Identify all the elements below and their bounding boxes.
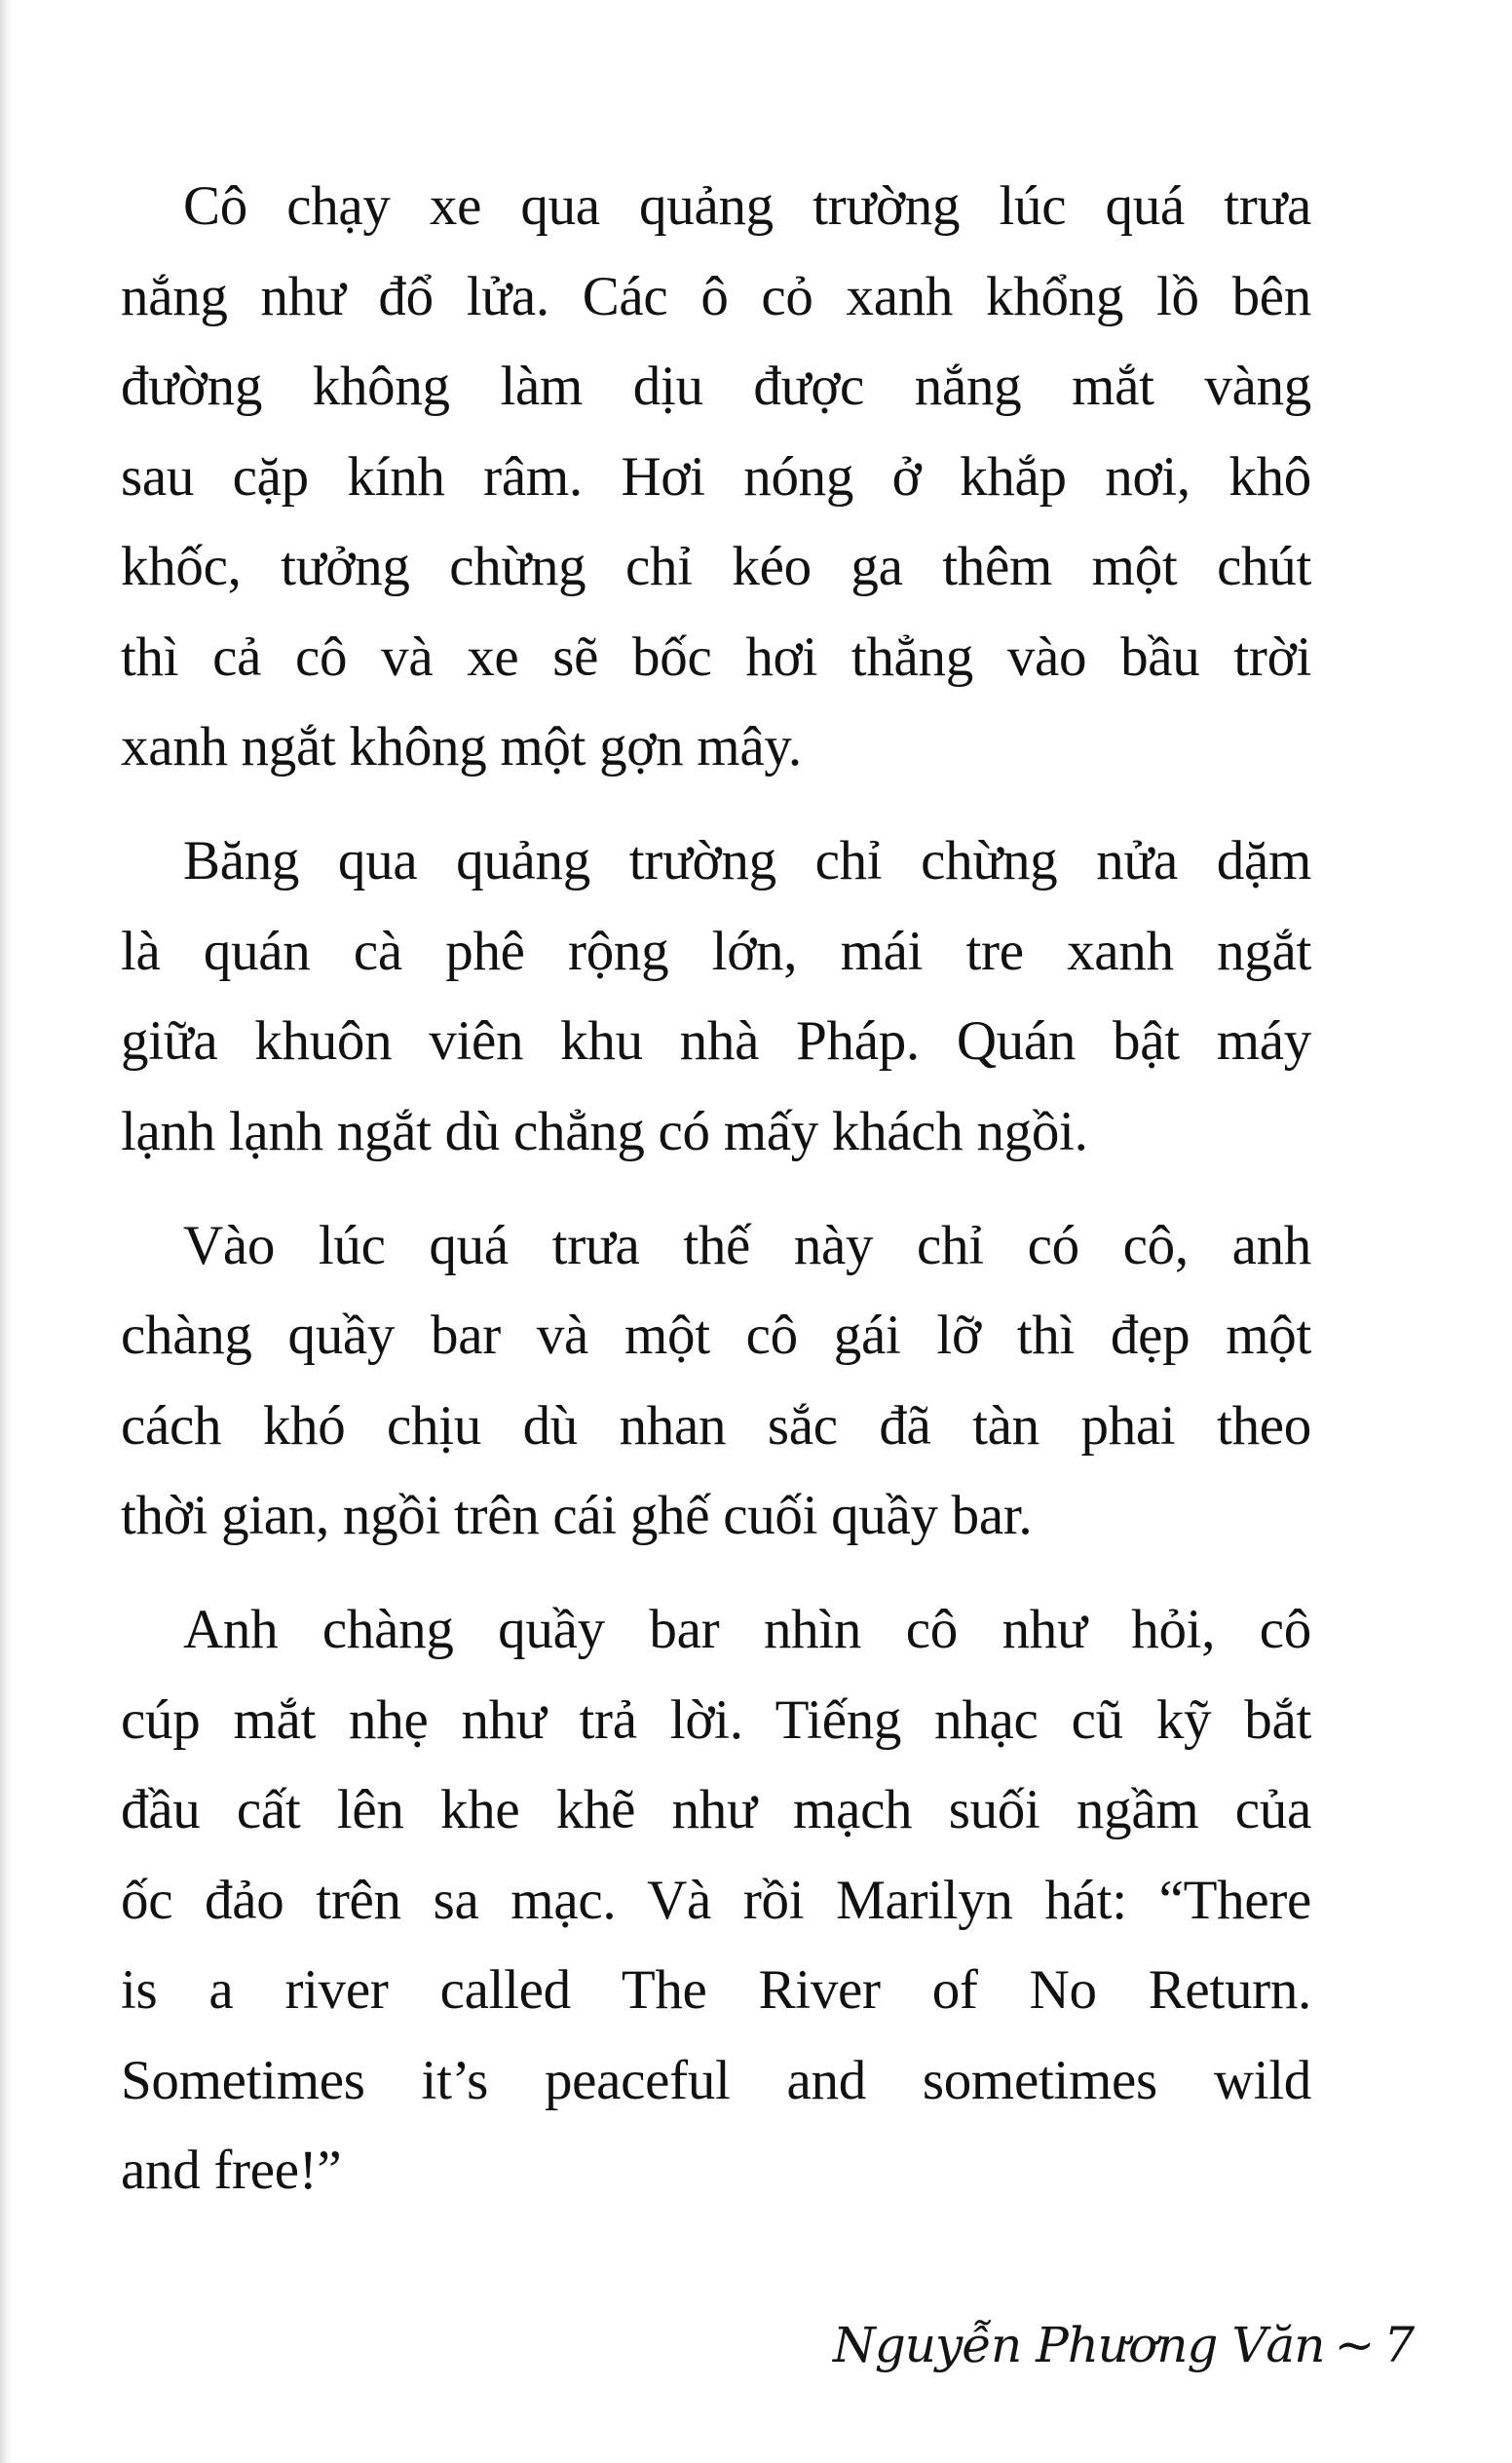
text-line: thời gian, ngồi trên cái ghế cuối quầy bar. (121, 1485, 1033, 1546)
running-footer (833, 2311, 1414, 2379)
text-line: nắng như đổ lửa. Các ô cỏ xanh khổng lồ bên (121, 265, 1311, 327)
text-line: thì cả cô và xe sẽ bốc hơi thẳng vào bầu trời (121, 625, 1311, 688)
text-line: lạnh lạnh ngắt dù chẳng có mấy khách ngồi. (121, 1100, 1088, 1162)
text-line: ốc đảo trên sa mạc. Và rồi Marilyn hát: “There (121, 1869, 1311, 1931)
text-line: xanh ngắt không một gợn mây. (121, 716, 802, 777)
text-line: chàng quầy bar và một cô gái lỡ thì đẹp một (121, 1305, 1311, 1366)
text-line: Vào lúc quá trưa thế này chỉ có cô, anh (183, 1214, 1311, 1276)
paragraph-4 (121, 1585, 1311, 2217)
text-line: and free!” (121, 2140, 342, 2201)
page-number: 7 (1383, 2317, 1415, 2373)
text-line: cúp mắt nhẹ như trả lời. Tiếng nhạc cũ kỹ bắt (121, 1688, 1311, 1751)
paragraph-1 (121, 162, 1311, 793)
page-body-text (121, 162, 1311, 2217)
text-line: Băng qua quảng trường chỉ chừng nửa dặm (183, 830, 1311, 891)
text-line: Sometimes it’s peaceful and sometimes wild (121, 2049, 1311, 2111)
text-line: cách khó chịu dù nhan sắc đã tàn phai theo (121, 1394, 1311, 1457)
page-gutter-shadow (0, 0, 14, 2463)
text-line: Cô chạy xe qua quảng trường lúc quá trưa (183, 175, 1311, 237)
text-line: giữa khuôn viên khu nhà Pháp. Quán bật máy (121, 1010, 1311, 1072)
paragraph-2 (121, 816, 1311, 1177)
footer-separator: ~ (1334, 2317, 1375, 2373)
text-line: khốc, tưởng chừng chỉ kéo ga thêm một chút (121, 536, 1311, 597)
text-line: Anh chàng quầy bar nhìn cô như hỏi, cô (183, 1599, 1311, 1660)
text-line: đầu cất lên khe khẽ như mạch suối ngầm của (121, 1779, 1311, 1840)
text-line: is a river called The River of No Return. (121, 1959, 1311, 2021)
footer-author: Nguyễn Phương Văn (833, 2317, 1325, 2373)
text-line: sau cặp kính râm. Hơi nóng ở khắp nơi, khô (121, 445, 1311, 508)
text-line: đường không làm dịu được nắng mắt vàng (121, 356, 1311, 417)
text-line: là quán cà phê rộng lớn, mái tre xanh ngắt (121, 920, 1311, 982)
paragraph-3 (121, 1201, 1311, 1562)
